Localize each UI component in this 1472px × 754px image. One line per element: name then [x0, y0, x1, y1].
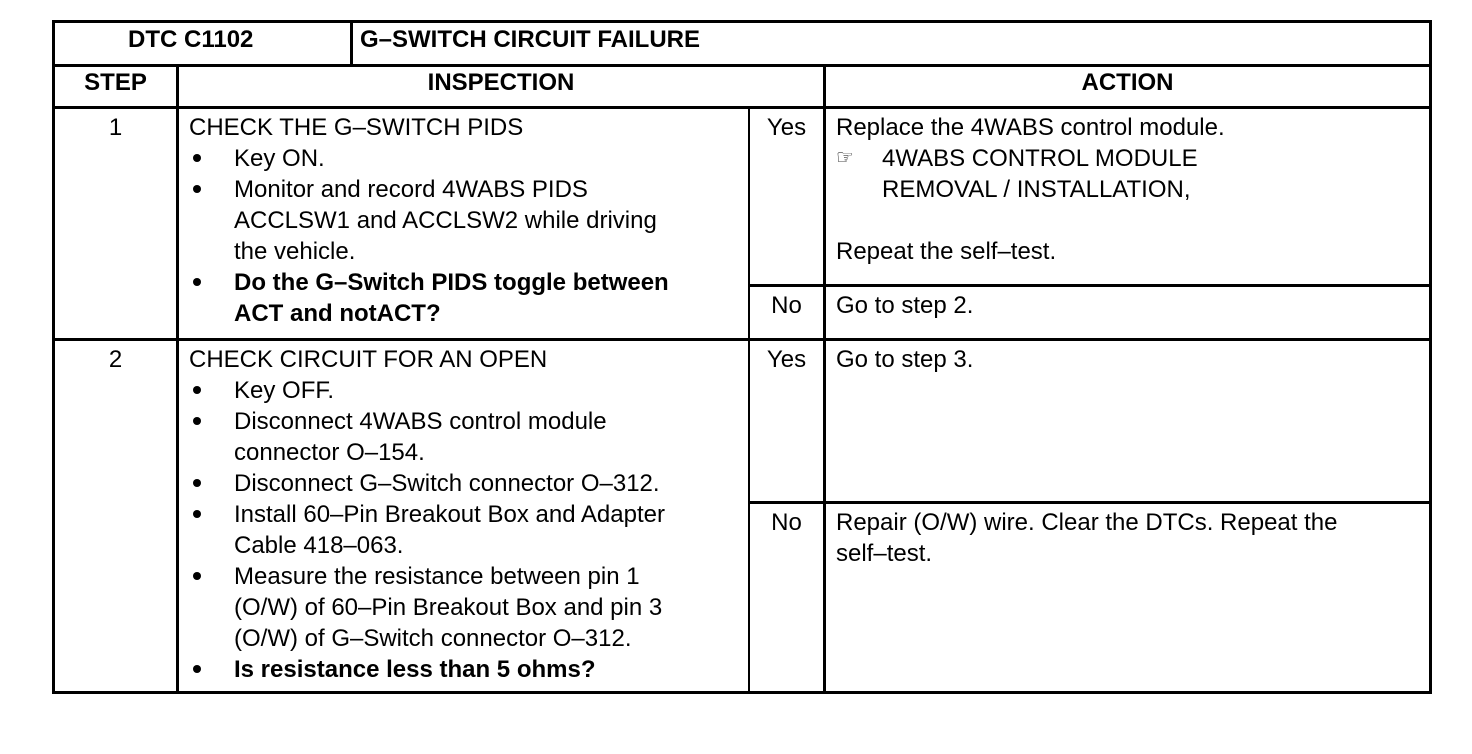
- action-text-cont: self–test.: [836, 540, 933, 567]
- rule-action-col: [823, 64, 826, 694]
- inspection-question-cont: ACT and notACT?: [234, 300, 441, 327]
- inspection-bullet: Key ON.: [234, 145, 325, 172]
- answer-yes-label: Yes: [766, 114, 807, 141]
- step-number: 1: [108, 114, 123, 141]
- inspection-bullet-cont: ACCLSW1 and ACCLSW2 while driving: [234, 207, 657, 234]
- inspection-heading: CHECK THE G–SWITCH PIDS: [189, 114, 524, 141]
- inspection-heading: CHECK CIRCUIT FOR AN OPEN: [189, 346, 548, 373]
- inspection-bullet-cont: (O/W) of G–Switch connector O–312.: [234, 625, 632, 652]
- answer-no-label: No: [771, 509, 802, 536]
- reference-link-cont[interactable]: REMOVAL / INSTALLATION,: [882, 176, 1191, 203]
- rule-step1-bottom: [52, 338, 1432, 341]
- bullet-icon: [193, 665, 201, 673]
- bullet-icon: [193, 510, 201, 518]
- inspection-question: Is resistance less than 5 ohms?: [234, 656, 596, 683]
- rule-answer-col: [748, 106, 750, 694]
- inspection-question: Do the G–Switch PIDS toggle between: [234, 269, 669, 296]
- rule-step2-yes-no: [748, 501, 1432, 504]
- table-border-top: [52, 20, 1432, 23]
- inspection-bullet-cont: (O/W) of 60–Pin Breakout Box and pin 3: [234, 594, 663, 621]
- table-border-right: [1429, 20, 1432, 694]
- column-header-inspection: INSPECTION: [427, 69, 575, 96]
- column-header-action: ACTION: [1081, 69, 1174, 96]
- action-text: Repair (O/W) wire. Clear the DTCs. Repeat the: [836, 509, 1338, 536]
- inspection-bullet-cont: connector O–154.: [234, 439, 425, 466]
- bullet-icon: [193, 185, 201, 193]
- action-text: Go to step 2.: [836, 292, 974, 319]
- reference-link[interactable]: 4WABS CONTROL MODULE: [882, 145, 1198, 172]
- bullet-icon: [193, 417, 201, 425]
- inspection-bullet: Disconnect G–Switch connector O–312.: [234, 470, 660, 497]
- inspection-bullet-cont: the vehicle.: [234, 238, 356, 265]
- rule-step-col: [176, 64, 179, 694]
- action-text: Go to step 3.: [836, 346, 974, 373]
- rule-columns-bottom: [52, 106, 1432, 109]
- step-number: 2: [108, 346, 123, 373]
- rule-step1-yes-no: [748, 284, 1432, 287]
- action-text: Repeat the self–test.: [836, 238, 1057, 265]
- inspection-bullet: Install 60–Pin Breakout Box and Adapter: [234, 501, 665, 528]
- rule-header-divider: [350, 20, 353, 66]
- bullet-icon: [193, 386, 201, 394]
- action-text: Replace the 4WABS control module.: [836, 114, 1225, 141]
- table-border-bottom: [52, 691, 1432, 694]
- bullet-icon: [193, 479, 201, 487]
- bullet-icon: [193, 572, 201, 580]
- bullet-icon: [193, 278, 201, 286]
- answer-yes-label: Yes: [766, 346, 807, 373]
- inspection-bullet: Disconnect 4WABS control module: [234, 408, 607, 435]
- inspection-bullet: Monitor and record 4WABS PIDS: [234, 176, 588, 203]
- inspection-bullet: Measure the resistance between pin 1: [234, 563, 640, 590]
- inspection-bullet: Key OFF.: [234, 377, 335, 404]
- bullet-icon: [193, 154, 201, 162]
- inspection-bullet-cont: Cable 418–063.: [234, 532, 404, 559]
- column-header-step: STEP: [84, 69, 147, 96]
- pointing-hand-icon: ☞: [836, 147, 854, 169]
- answer-no-label: No: [771, 292, 802, 319]
- page-title: G–SWITCH CIRCUIT FAILURE: [360, 26, 700, 53]
- dtc-code: DTC C1102: [128, 26, 254, 53]
